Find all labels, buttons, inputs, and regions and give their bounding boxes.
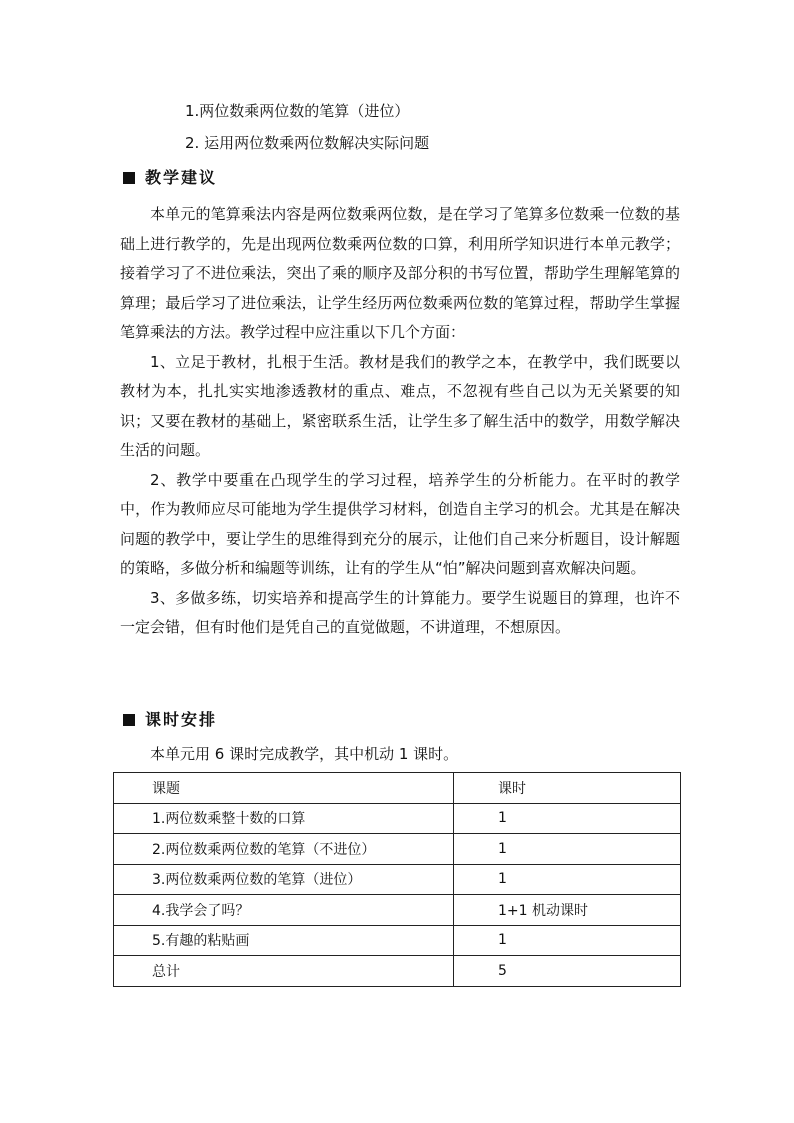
square-bullet-icon bbox=[123, 714, 135, 726]
table-row bbox=[114, 803, 681, 834]
table-row bbox=[114, 864, 681, 895]
teaching-suggestions-body bbox=[120, 200, 680, 643]
table-row bbox=[114, 895, 681, 926]
paragraph: 3、多做多练，切实培养和提高学生的计算能力。要学生说题目的算理，也许不一定会错，但有时他们是凭自己的直觉做题，不讲道理，不想原因。 bbox=[120, 588, 680, 636]
table-cell: 1 bbox=[454, 803, 681, 834]
table-cell: 3.两位数乘两位数的笔算（进位） bbox=[114, 864, 454, 895]
list-item: 2. 运用两位数乘两位数解决实际问题 bbox=[185, 134, 430, 152]
square-bullet-icon bbox=[123, 172, 135, 184]
table-header-row bbox=[114, 773, 681, 804]
table-cell: 1 bbox=[454, 864, 681, 895]
table-cell: 总计 bbox=[114, 956, 454, 987]
table-cell: 1 bbox=[454, 834, 681, 865]
section-title: 课时安排 bbox=[145, 710, 218, 729]
section-heading-teaching-suggestions bbox=[123, 168, 683, 188]
paragraph: 本单元的笔算乘法内容是两位数乘两位数，是在学习了笔算多位数乘一位数的基础上进行教学的，先是出现两位数乘两位数的口算，利用所学知识进行本单元教学；接着学习了不进位乘法，突出了乘的顺序及部分积的书写位置，帮助学生理解笔算的算理；最后学习了进位乘法，让学生经历两位数乘两位数的笔算过程，帮助学生掌握笔算乘法的方法。教学过程中应注重以下几个方面： bbox=[120, 205, 680, 341]
list-item: 1.两位数乘两位数的笔算（进位） bbox=[185, 102, 410, 120]
paragraph: 2、教学中要重在凸现学生的学习过程，培养学生的分析能力。在平时的教学中，作为教师应尽可能地为学生提供学习材料，创造自主学习的机会。尤其是在解决问题的教学中，要让学生的思维得到充分的展示，让他们自己来分析题目，设计解题的策略，多做分析和编题等训练，让有的学生从“怕”解决问题到喜欢解决问题。 bbox=[120, 470, 680, 577]
table-row bbox=[114, 834, 681, 865]
table-cell: 4.我学会了吗？ bbox=[114, 895, 454, 926]
table-cell: 2.两位数乘两位数的笔算（不进位） bbox=[114, 834, 454, 865]
paragraph: 1、立足于教材，扎根于生活。教材是我们的教学之本，在教学中，我们既要以教材为本，扎扎实实地渗透教材的重点、难点，不忽视有些自己以为无关紧要的知识；又要在教材的基础上，紧密联系生活，让学生多了解生活中的数学，用数学解决生活的问题。 bbox=[120, 352, 680, 459]
table-row bbox=[114, 956, 681, 987]
section-heading-lesson-schedule bbox=[123, 710, 683, 730]
table-cell: 5.有趣的粘贴画 bbox=[114, 925, 454, 956]
lesson-table bbox=[113, 772, 681, 987]
table-header-cell: 课题 bbox=[114, 773, 454, 804]
table-header-cell: 课时 bbox=[454, 773, 681, 804]
table-cell: 5 bbox=[454, 956, 681, 987]
table-row bbox=[114, 925, 681, 956]
table-cell: 1.两位数乘整十数的口算 bbox=[114, 803, 454, 834]
schedule-intro: 本单元用 6 课时完成教学，其中机动 1 课时。 bbox=[150, 745, 459, 763]
table-cell: 1+1 机动课时 bbox=[454, 895, 681, 926]
section-title: 教学建议 bbox=[145, 168, 218, 187]
table-cell: 1 bbox=[454, 925, 681, 956]
